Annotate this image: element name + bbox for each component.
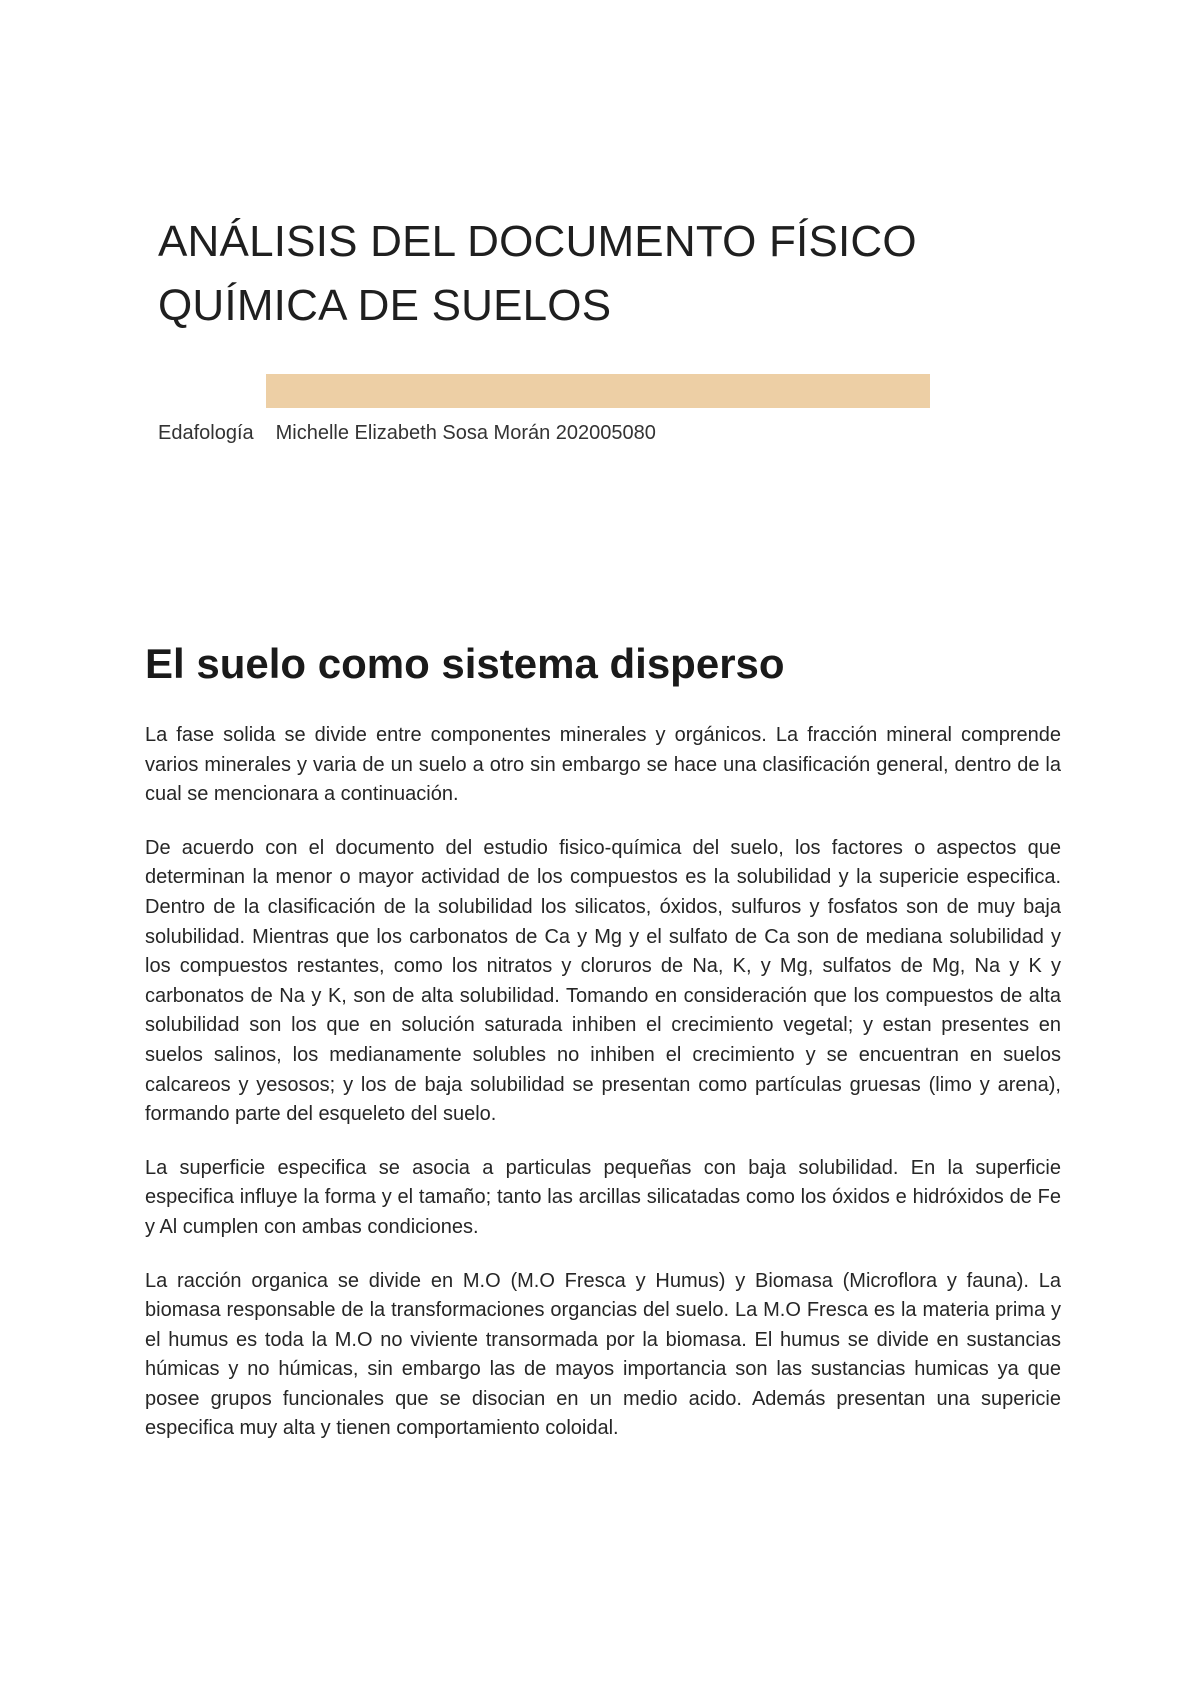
document-title-line-1: ANÁLISIS DEL DOCUMENTO FÍSICO <box>158 217 917 266</box>
document-meta <box>158 420 656 446</box>
accent-bar <box>266 374 930 408</box>
paragraph: De acuerdo con el documento del estudio fisico-química del suelo, los factores o aspectos que determinan la menor o mayor actividad de los compuestos es la solubilidad y la supericie especifica. Dentro de la clasificación de la solubilidad los silicatos, óxidos, sulfuros y fosfatos son de muy baja solubilidad. Mientras que los carbonatos de Ca y Mg y el sulfato de Ca son de mediana solubilidad y los compuestos restantes, como los nitratos y cloruros de Na, K, y Mg, sulfatos de Mg, Na y K y carbonatos de Na y K, son de alta solubilidad. Tomando en consideración que los compuestos de alta solubilidad son los que en solución saturada inhiben el crecimiento vegetal; y estan presentes en suelos salinos, los medianamente solubles no inhiben el crecimiento y se encuentran en suelos calcareos y yesosos; y los de baja solubilidad se presentan como partículas gruesas (limo y arena), formando parte del esqueleto del suelo. <box>145 836 1061 1126</box>
document-title <box>158 210 1058 338</box>
section-heading: El suelo como sistema disperso <box>145 640 785 687</box>
paragraph: La racción organica se divide en M.O (M.O Fresca y Humus) y Biomasa (Microflora y fauna). La biomasa responsable de la transformaciones organcias del suelo. La M.O Fresca es la materia prima y el humus es toda la M.O no viviente transormada por la biomasa. El humus se divide en sustancias húmicas y no húmicas, sin embargo las de mayos importancia son las sustancias humicas ya que posee grupos funcionales que se disocian en un medio acido. Además presentan una supericie especifica muy alta y tienen comportamiento coloidal. <box>145 1269 1061 1440</box>
document-title-line-2: QUÍMICA DE SUELOS <box>158 281 612 330</box>
section-body <box>145 721 1061 1468</box>
author-label: Michelle Elizabeth Sosa Morán 202005080 <box>275 422 656 444</box>
paragraph: La fase solida se divide entre componentes minerales y orgánicos. La fracción mineral comprende varios minerales y varia de un suelo a otro sin embargo se hace una clasificación general, dentro de la cual se mencionara a continuación. <box>145 724 1061 806</box>
subject-label: Edafología <box>158 422 254 444</box>
paragraph: La superficie especifica se asocia a particulas pequeñas con baja solubilidad. En la superficie especifica influye la forma y el tamaño; tanto las arcillas silicatadas como los óxidos e hidróxidos de Fe y Al cumplen con ambas condiciones. <box>145 1156 1061 1238</box>
